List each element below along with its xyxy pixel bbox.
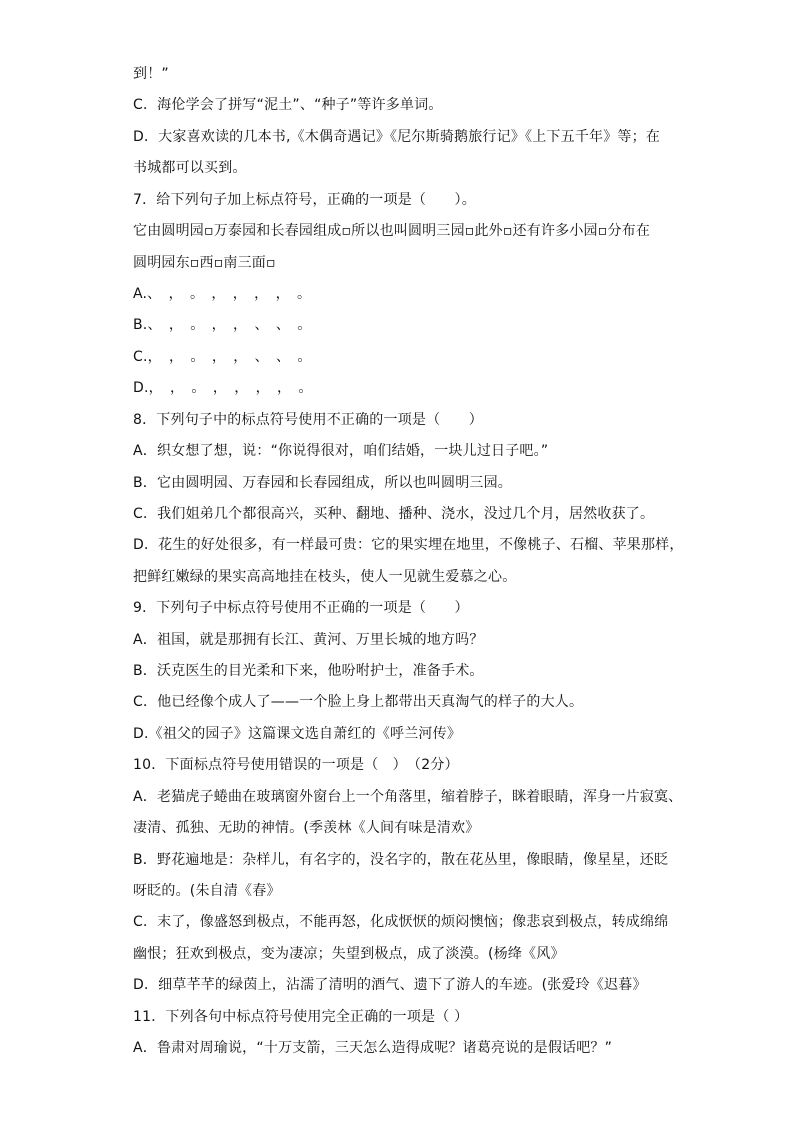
option-d: D.， ， 。 ， ， ， ， 。	[133, 380, 313, 396]
text-line: 圆明园东▫西▫南三面▫	[133, 255, 276, 271]
text-line: 凄清、孤独、无助的神情。(季羡林《人间有味是清欢》	[133, 820, 480, 836]
question-11-stem: 11．下列各句中标点符号使用完全正确的一项是（ ）	[133, 1009, 469, 1025]
option-a: A．祖国，就是那拥有长江、黄河、万里长城的地方吗？	[133, 632, 484, 648]
option-a: A.、 ， 。 ， ， ， ， 。	[133, 286, 312, 302]
text-line: D．大家喜欢读的几本书,《木偶奇遇记》《尼尔斯骑鹅旅行记》《上下五千年》等；在	[133, 129, 661, 145]
text-line: C．海伦学会了拼写“泥土”、“种子”等许多单词。	[133, 97, 443, 113]
option-c: C.， ， 。 ， ， 、 、 。	[133, 349, 312, 365]
option-a: A．鲁肃对周瑜说，“十万支箭，三天怎么造得成呢？诸葛亮说的是假话吧？”	[133, 1040, 613, 1056]
option-b: B．野花遍地是：杂样儿，有名字的，没名字的，散在花丛里，像眼睛，像星星，还眨	[133, 852, 669, 868]
option-a: A．织女想了想，说：“你说得很对，咱们结婚，一块儿过日子吧。”	[133, 443, 549, 459]
option-d: D.《祖父的园子》这篇课文选自萧红的《呼兰河传》	[133, 726, 462, 742]
option-b: B．它由圆明园、万春园和长春园组成，所以也叫圆明三园。	[133, 475, 513, 491]
question-8-stem: 8．下列句子中的标点符号使用不正确的一项是（ ）	[133, 412, 483, 428]
option-d: D．花生的好处很多，有一样最可贵：它的果实埋在地里，不像桃子、石榴、苹果那样，	[133, 537, 684, 553]
question-9-stem: 9．下列句子中标点符号使用不正确的一项是（ ）	[133, 600, 469, 616]
text-line: 幽恨；狂欢到极点，变为凄凉；失望到极点，成了淡漠。(杨绛《风》	[133, 946, 565, 962]
option-c: C．他已经像个成人了——一个脸上身上都带出天真淘气的样子的大人。	[133, 694, 584, 710]
option-c: C．我们姐弟几个都很高兴，买种、翻地、播种、浇水，没过几个月，居然收获了。	[133, 506, 655, 522]
text-line: 呀眨的。(朱自清《春》	[133, 883, 281, 899]
text-line: 书城都可以买到。	[133, 160, 247, 176]
option-c: C．末了，像盛怒到极点，不能再怒，化成恹恹的烦闷懊恼；像悲哀到极点，转成绵绵	[133, 914, 669, 930]
option-b: B.、 ， 。 ， ， 、 、 。	[133, 317, 312, 333]
text-line: 它由圆明园▫万泰园和长春园组成▫所以也叫圆明三园▫此外▫还有许多小园▫分布在	[133, 223, 651, 239]
option-a: A．老猫虎子蜷曲在玻璃窗外窗台上一个角落里，缩着脖子，眯着眼睛，浑身一片寂寞、	[133, 789, 683, 805]
question-7-stem: 7．给下列句子加上标点符号，正确的一项是（ ）。	[133, 192, 476, 208]
option-b: B．沃克医生的目光柔和下来，他吩咐护士，准备手术。	[133, 663, 484, 679]
question-10-stem: 10．下面标点符号使用错误的一项是（ ） （2分）	[133, 757, 459, 773]
option-d: D．细草芊芊的绿茵上，沾濡了清明的酒气、遗下了游人的车迹。(张爱玲《迟暮》	[133, 977, 647, 993]
text-line: 到！”	[133, 66, 169, 82]
text-line: 把鲜红嫩绿的果实高高地挂在枝头，使人一见就生爱慕之心。	[133, 569, 517, 585]
